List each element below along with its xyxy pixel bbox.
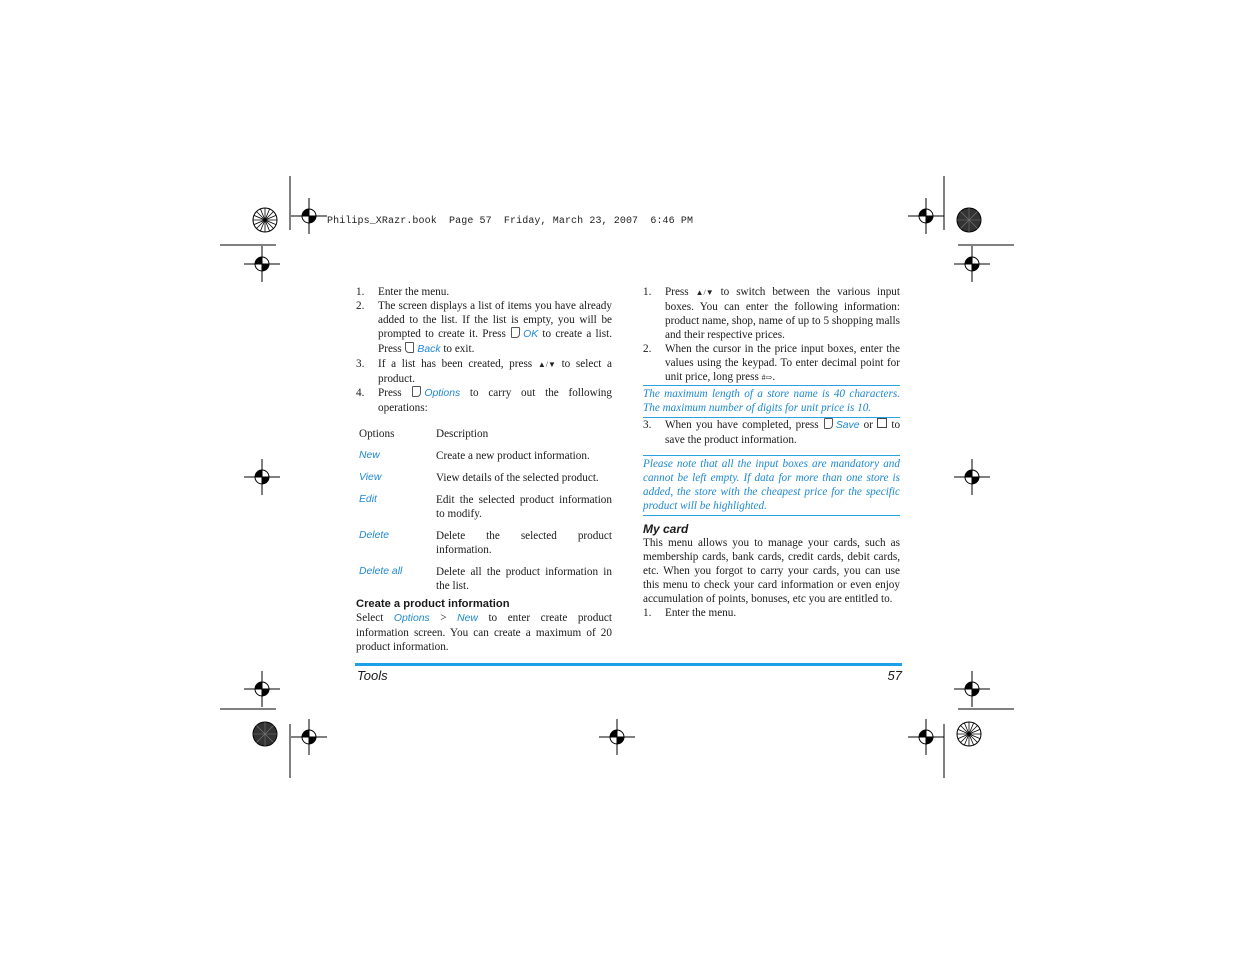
table-row [356, 489, 612, 525]
left-column [356, 285, 612, 654]
table-row [356, 445, 612, 467]
right-softkey-icon [405, 342, 414, 353]
keyword-options: Options [393, 613, 430, 624]
keyword-ok: OK [523, 329, 539, 340]
step-3: 3. If a list has been created, press ▲/▼ to select a product. [356, 358, 613, 385]
note-box: Please note that all the input boxes are mandatory and cannot be left empty. If data for more than one store is added, the store with the cheapest price for the specific product will be highlighted. [643, 455, 900, 516]
print-header: Philips_XRazr.book Page 57 Friday, March 23, 2007 6:46 PM [327, 216, 694, 227]
option-name: Edit [359, 494, 377, 505]
keyword-new: New [457, 613, 478, 624]
step-2: 2. When the cursor in the price input boxes, enter the values using the keypad. To enter decimal point for unit price, long press #⇨. [643, 343, 900, 383]
up-down-arrow-icon: ▲/▼ [695, 288, 714, 297]
keyword-options: Options [424, 388, 461, 399]
table-row [356, 561, 612, 597]
step-1: 1. Enter the menu. [643, 607, 737, 619]
section-paragraph: Select Options > New to enter create product information screen. You can create a maximum of 20 product information. [356, 612, 613, 653]
option-description: Create a new product information. [436, 450, 590, 462]
table-row [356, 525, 612, 561]
step-1: 1. Press ▲/▼ to switch between the various input boxes. You can enter the following information: product name, shop, name of up to 5 shopping malls and their respective prices. [643, 286, 900, 341]
table-header: Description [436, 428, 489, 440]
option-name: Delete [359, 530, 390, 541]
keyword-save: Save [835, 420, 860, 431]
table-header-row [356, 423, 612, 445]
option-name: View [359, 472, 382, 483]
hash-key-icon: #⇨ [761, 373, 773, 382]
keyword-back: Back [417, 344, 441, 355]
option-name: Delete all [359, 566, 403, 577]
option-description: Edit the selected product information to modify. [436, 494, 612, 520]
left-softkey-icon [824, 418, 833, 429]
section-heading: My card [643, 522, 689, 536]
table-header: Options [359, 428, 395, 440]
step-1: 1. Enter the menu. [356, 286, 450, 298]
note-box: The maximum length of a store name is 40 characters. The maximum number of digits for unit price is 10. [643, 385, 900, 418]
step-3: 3. When you have completed, press Save or to save the product information. [643, 419, 901, 446]
right-column [643, 285, 900, 620]
up-down-arrow-icon: ▲/▼ [537, 360, 556, 369]
option-description: View details of the selected product. [436, 472, 599, 484]
step-2: 2. The screen displays a list of items you have already added to the list. If the list is empty, you will be prompted to create it. Press OK to create a list. Press Back to exit. [356, 300, 613, 355]
page-number: 57 [887, 668, 902, 683]
left-softkey-icon [412, 386, 421, 397]
left-softkey-icon [511, 327, 520, 338]
section-paragraph: This menu allows you to manage your cards, such as membership cards, bank cards, credit cards, debit cards, etc. When you forgot to carry your cards, you can use this menu to check your card information or even enjoy accumulation of points, bonuses, etc you are entitled to. [643, 537, 900, 605]
option-name: New [359, 450, 380, 461]
footer-rule [355, 663, 902, 666]
ok-key-icon [877, 418, 887, 428]
step-4: 4. Press Options to carry out the following operations: [356, 387, 612, 414]
table-row [356, 467, 612, 489]
option-description: Delete all the product information in the list. [436, 566, 612, 592]
option-description: Delete the selected product information. [436, 530, 612, 556]
section-heading: Create a product information [356, 598, 510, 610]
options-table [356, 423, 612, 597]
footer-section-name: Tools [357, 668, 388, 683]
